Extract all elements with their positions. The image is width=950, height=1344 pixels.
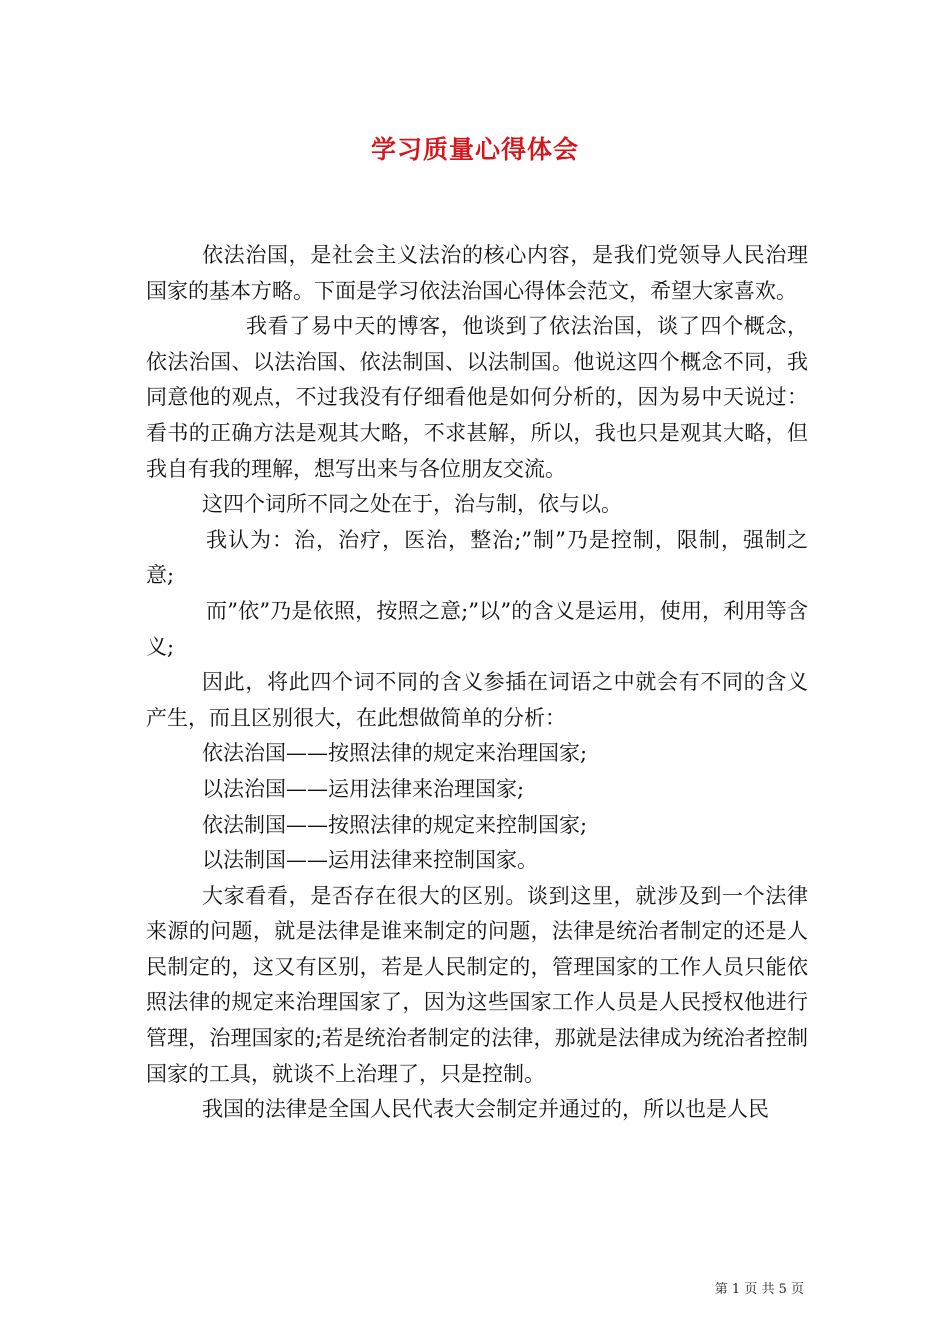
paragraph-yi-meaning: 而”依”乃是依照，按照之意;”以”的含义是运用，使用，利用等含义; — [146, 598, 808, 659]
paragraph-blog: 我看了易中天的博客，他谈到了依法治国，谈了四个概念，依法治国、以法治国、依法制国、以法制国。他说这四个概念不同，我同意他的观点，不过我没有仔细看他是如何分析的，因为易中天说过：看书的正确方法是观其大略，不求甚解，所以，我也只是观其大略，但我自有我的理解，想写出来与各位朋友交流。 — [146, 314, 808, 481]
document-title: 学习质量心得体会 — [370, 135, 579, 164]
page-number: 第 1 页 共 5 页 — [714, 1282, 804, 1297]
paragraph-zhi-meaning: 我认为：治，治疗，医治，整治;”制”乃是控制，限制，强制之意; — [146, 527, 808, 588]
paragraph-therefore: 因此，将此四个词不同的含义参插在词语之中就会有不同的含义产生，而且区别很大，在此想做简单的分析： — [146, 670, 808, 730]
paragraph-source-of-law: 大家看看，是否存在很大的区别。谈到这里，就涉及到一个法律来源的问题，就是法律是谁来制定的问题，法律是统治者制定的还是人民制定的，这又有区别，若是人民制定的，管理国家的工作人员只能依照法律的规定来治理国家了，因为这些国家工作人员是人民授权他进行管理，治理国家的;若是统治者制定的法律，那就是法律成为统治者控制国家的工具，就谈不上治理了，只是控制。 — [146, 883, 808, 1086]
paragraph-intro: 依法治国，是社会主义法治的核心内容，是我们党领导人民治理国家的基本方略。下面是学习依法治国心得体会范文，希望大家喜欢。 — [146, 243, 808, 303]
definition-item: 依法治国——按照法律的规定来治理国家; — [202, 741, 588, 766]
definition-item: 以法治国——运用法律来治理国家; — [202, 776, 525, 801]
document-body — [146, 238, 808, 1128]
paragraph-our-law: 我国的法律是全国人民代表大会制定并通过的，所以也是人民 — [202, 1097, 769, 1122]
paragraph-difference: 这四个词所不同之处在于，治与制，依与以。 — [202, 492, 622, 517]
definition-item: 以法制国——运用法律来控制国家。 — [202, 848, 538, 873]
definition-item: 依法制国——按照法律的规定来控制国家; — [202, 812, 588, 837]
